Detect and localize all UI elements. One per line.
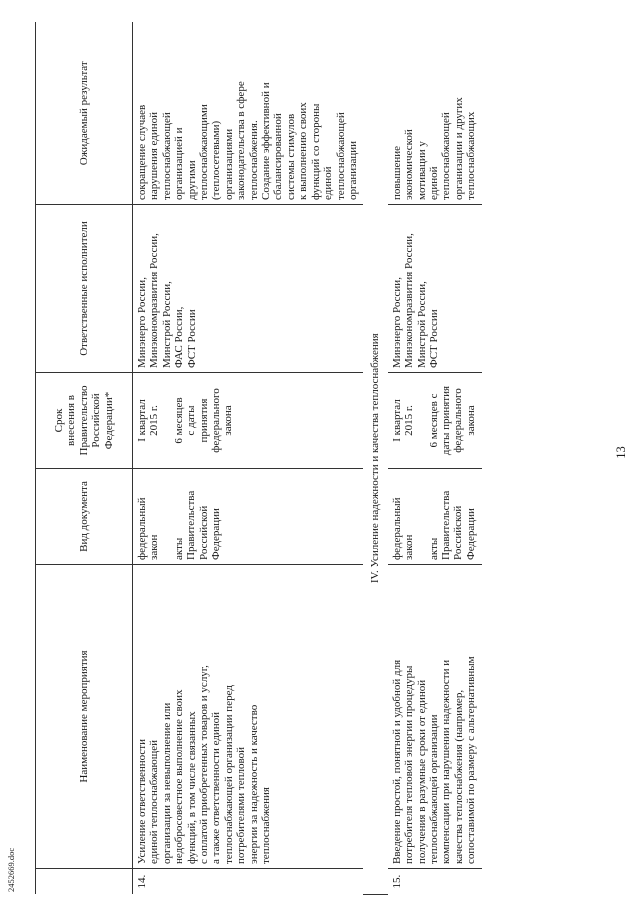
header-expected-result: Ожидаемый результат: [36, 23, 133, 205]
table-row: [388, 23, 482, 895]
expected-result: сокращение случаев нарушения единой теплоснабжающей организацией и другими теплоснабжающими (теплосетевыми) организациями законодательства в сфере теплоснабжения. Создание эффективной и сбалансированной системы стимулов к выполнению своих функций со стороны единой теплоснабжающей организации: [133, 23, 364, 205]
document-code: 2452669.doc: [6, 847, 16, 892]
deadline-cell: [133, 373, 364, 469]
section-row: [363, 23, 387, 895]
header-deadline: Срок внесения в Правительство Российской Федерации*: [36, 373, 133, 469]
row-number: 15.: [390, 874, 403, 889]
document-type-law: федеральный закон: [136, 497, 161, 560]
table-header-row: [36, 23, 133, 895]
section-title: IV. Усиление надежности и качества теплоснабжения: [363, 23, 387, 895]
activity-name: Усиление ответственности единой теплоснабжающей организации за невыполнение или недобросовестное выполнение своих функций, в том числе связанных с оплатой приобретенных товаров и услуг, а также ответственности единой теплоснабжающей организации перед потребителями тепловой энергии за надежность и качество теплоснабжения: [133, 565, 364, 869]
document-type-law: федеральный закон: [390, 497, 416, 560]
document-type-acts: акты Правительства Российской Федерации: [427, 490, 477, 560]
deadline-cell: [388, 373, 482, 469]
deadline-acts: 6 месяцев с даты принятия федерального закона: [172, 388, 235, 453]
deadline-acts: 6 месяцев с даты принятия федерального закона: [427, 385, 477, 456]
activity-name: Введение простой, понятной и удобной для потребителя тепловой энергии процедуры получения в разумные сроки от единой теплоснабжающей организации компенсации при нарушении надежности и качества теплоснабжения (например, сопоставимой по размеру с альтернативным: [388, 565, 482, 869]
header-number: [36, 869, 133, 895]
deadline-law: I квартал 2015 г.: [136, 399, 161, 442]
document-type-cell: [388, 469, 482, 565]
header-document-type: Вид документа: [36, 469, 133, 565]
header-executors: Ответственные исполнители: [36, 205, 133, 373]
document-type-acts: акты Правительства Российской Федерации: [172, 490, 223, 560]
activities-table: [35, 23, 482, 896]
document-type-cell: [133, 469, 364, 565]
executors: Минэнерго России, Минэкономразвития России, Минстрой России, ФАС России, ФСТ России: [133, 205, 364, 373]
page-number: 13: [614, 446, 628, 459]
table-row: [133, 23, 364, 895]
executors: Минэнерго России, Минэкономразвития России, Минстрой России, ФСТ России: [388, 205, 482, 373]
deadline-law: I квартал 2015 г.: [390, 399, 416, 442]
header-activity-name: Наименование мероприятия: [36, 565, 133, 869]
expected-result: повышение экономической мотивации у единой теплоснабжающей организации и других теплоснабжающих: [388, 23, 482, 205]
row-number: 14.: [136, 874, 148, 889]
